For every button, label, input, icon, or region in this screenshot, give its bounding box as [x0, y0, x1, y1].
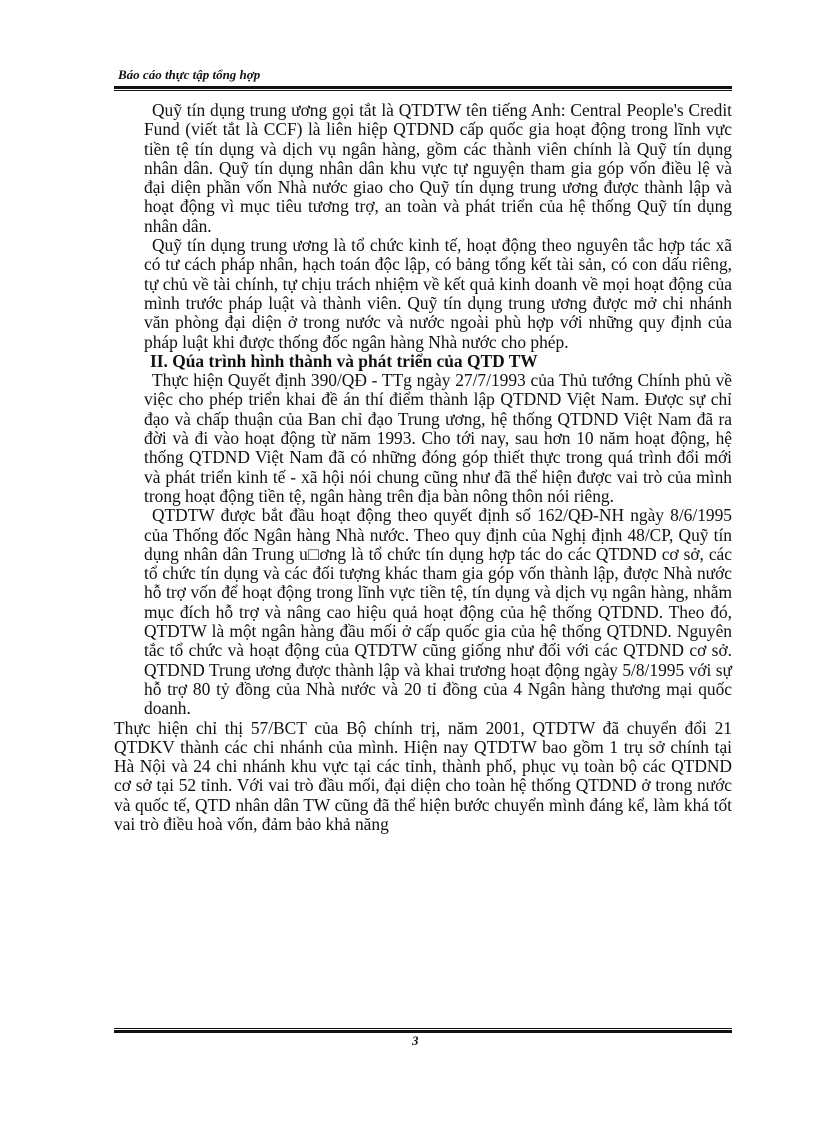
document-body [114, 100, 732, 834]
paragraph-operation-start: QTDTW được bắt đầu hoạt động theo quyết định số 162/QĐ-NH ngày 8/6/1995 của Thống đốc Ngân hàng Nhà nước. Theo quy định của Nghị định 48/CP, Quỹ tín dụng nhân dân Trung u□ơng là tổ chức tín dụng hợp tác do các QTDND cơ sở, các tổ chức tín dụng và các đối tượng khác tham gia góp vốn thành lập, được Nhà nước hỗ trợ vốn để hoạt động trong lĩnh vực tiền tệ, tín dụng và dịch vụ ngân hàng, nhằm mục đích hỗ trợ và nâng cao hiệu quả hoạt động của hệ thống QTDND. Theo đó, QTDTW là một ngân hàng đầu mối ở cấp quốc gia của hệ thống QTDND. Nguyên tắc tổ chức và hoạt động của QTDTW cũng giống như đối với các QTDND cơ sở. QTDND Trung ương được thành lập và khai trương hoạt động ngày 5/8/1995 với sự hỗ trợ 80 tỷ đồng của Nhà nước và 20 tỉ đồng của 4 Ngân hàng thương mại quốc doanh. [144, 505, 732, 719]
footer-rule [114, 1028, 732, 1033]
section-heading: II. Qúa trình hình thành và phát triển của QTD TW [150, 350, 538, 371]
paragraph-branches: Thực hiện chỉ thị 57/BCT của Bộ chính trị, năm 2001, QTDTW đã chuyển đổi 21 QTDKV thành các chi nhánh của mình. Hiện nay QTDTW bao gồm 1 trụ sở chính tại Hà Nội và 24 chi nhánh khu vực tại các tỉnh, thành phố, phục vụ toàn bộ các QTDND cơ sở tại 52 tỉnh. Với vai trò đầu mối, đại diện cho toàn hệ thống QTDND ở trong nước và quốc tế, QTD nhân dân TW cũng đã thể hiện bước chuyển mình đáng kể, làm khá tốt vai trò điều hoà vốn, đảm bảo khả năng [114, 717, 732, 834]
paragraph-ccf-definition: Quỹ tín dụng trung ương gọi tắt là QTDTW tên tiếng Anh: Central People's Credit Fund (viết tắt là CCF) là liên hiệp QTDND cấp quốc gia hoạt động trong lĩnh vực tiền tệ tín dụng và dịch vụ ngân hàng, gồm các thành viên chính là Quỹ tín dụng nhân dân. Quỹ tín dụng nhân dân khu vực tự nguyện tham gia góp vốn điều lệ và đại diện phần vốn Nhà nước giao cho Quỹ tín dụng trung ương được thành lập và hoạt động vì mục tiêu tương trợ, an toàn và phát triển của hệ thống Quỹ tín dụng nhân dân. [144, 100, 732, 236]
paragraph-legal-status: Quỹ tín dụng trung ương là tổ chức kinh tế, hoạt động theo nguyên tắc hợp tác xã có tư cách pháp nhân, hạch toán độc lập, có bảng tổng kết tài sản, có con dấu riêng, tự chủ về tài chính, tự chịu trách nhiệm về kết quả kinh doanh về mọi hoạt động của mình trước pháp luật và thành viên. Quỹ tín dụng trung ương được mở chi nhánh văn phòng đại diện ở trong nước và nước ngoài phù hợp với những quy định của pháp luật khi được thống đốc ngân hàng Nhà nước cho phép. [144, 235, 732, 352]
paragraph-establishment: Thực hiện Quyết định 390/QĐ - TTg ngày 27/7/1993 của Thủ tướng Chính phủ về việc cho phép triển khai đề án thí điểm thành lập QTDND Việt Nam. Được sự chỉ đạo và chấp thuận của Ban chỉ đạo Trung ương, hệ thống QTDND Việt Nam đã ra đời và đi vào hoạt động từ năm 1993. Cho tới nay, sau hơn 10 năm hoạt động, hệ thống QTDND Việt Nam đã có những đóng góp thiết thực trong quá trình đổi mới và phát triển kinh tế - xã hội nói chung cũng như đã thể hiện được vai trò của mình trong hoạt động tiền tệ, ngân hàng trên địa bàn nông thôn nói riêng. [144, 370, 732, 506]
header-rule [114, 86, 732, 91]
page-header-title: Báo cáo thực tập tổng hợp [118, 67, 261, 82]
page-number: 3 [412, 1033, 419, 1048]
